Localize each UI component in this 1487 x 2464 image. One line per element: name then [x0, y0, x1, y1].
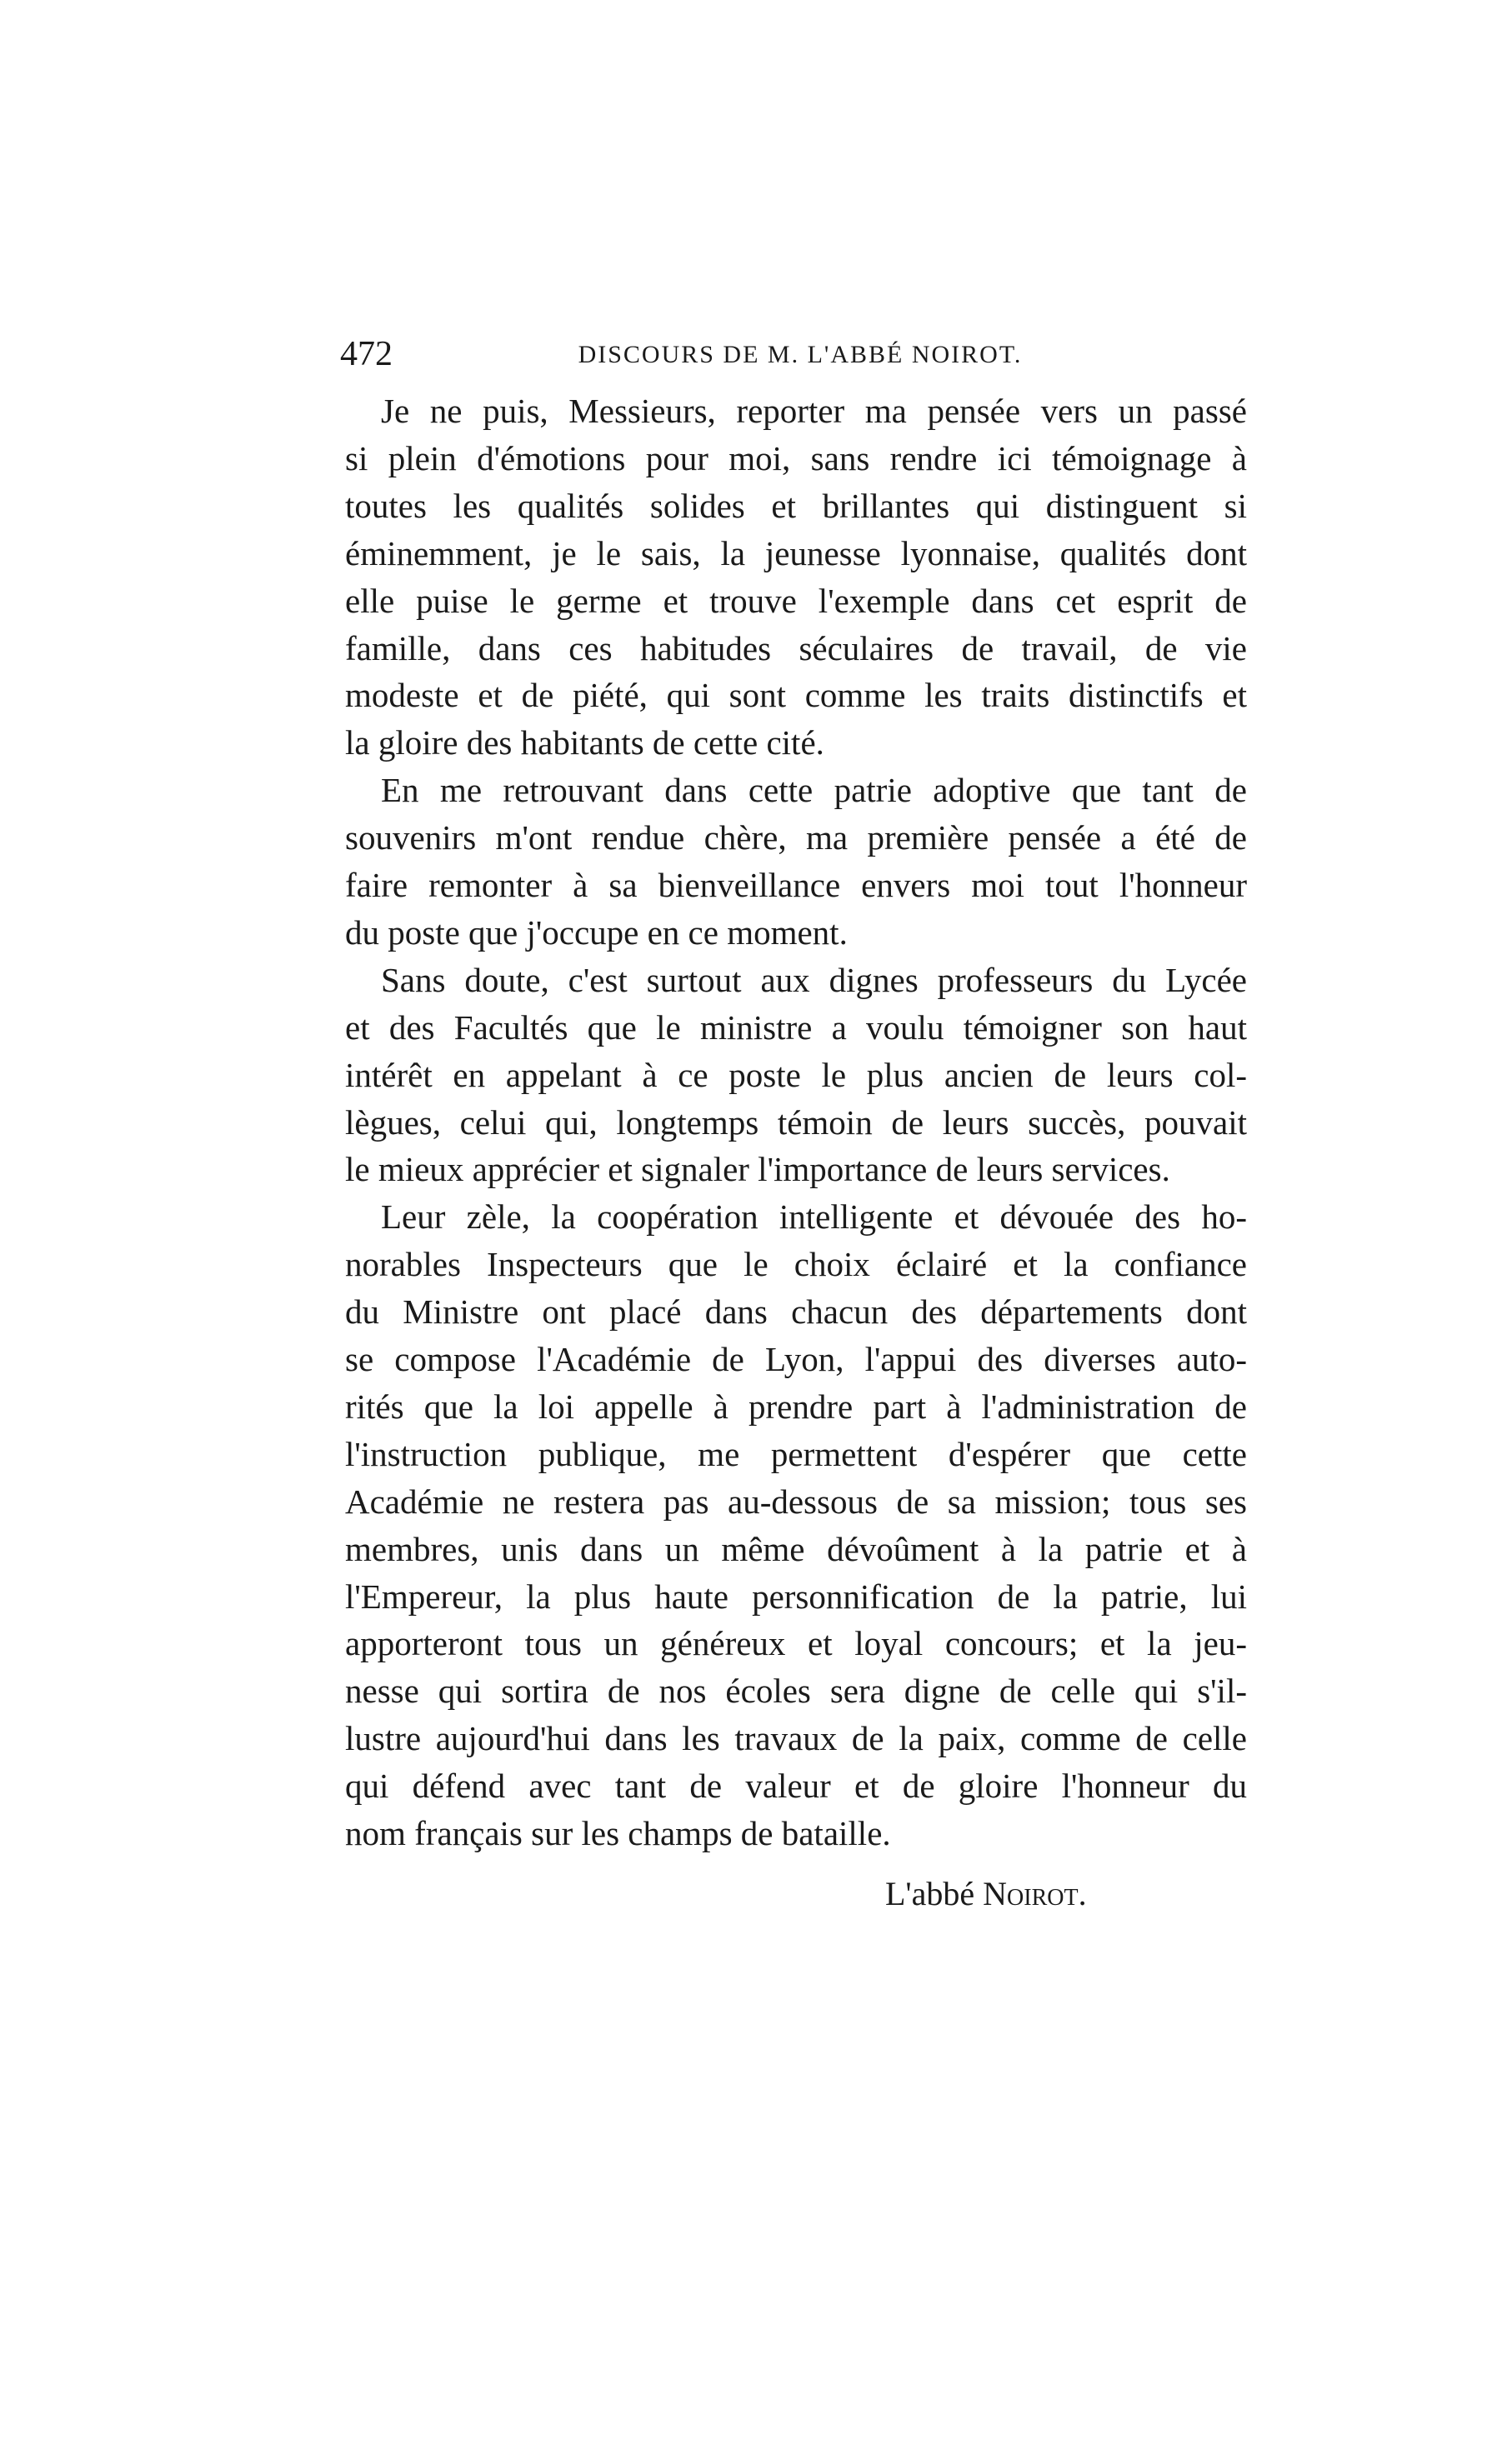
text-line: souvenirs m'ont rendue chère, ma première pensée a été de [345, 818, 1247, 857]
text-line: la gloire des habitants de cette cité. [345, 723, 824, 762]
signature-name: Noirot. [983, 1875, 1087, 1912]
text-line: membres, unis dans un même dévoûment à la patrie et à [345, 1529, 1247, 1568]
text-line: du poste que j'occupe en ce moment. [345, 912, 848, 952]
text-line: l'Empereur, la plus haute personnification de la patrie, lui [345, 1577, 1247, 1616]
text-line: faire remonter à sa bienveillance envers moi tout l'honneur [345, 866, 1247, 904]
text-line: toutes les qualités solides et brillantes qui distinguent si [345, 486, 1247, 525]
text-line: Leur zèle, la coopération intelligente et dévouée des ho- [381, 1197, 1247, 1237]
page-number: 472 [340, 335, 393, 373]
text-line: En me retrouvant dans cette patrie adoptive que tant de [381, 771, 1247, 810]
text-line: du Ministre ont placé dans chacun des départements dont [345, 1292, 1247, 1332]
text-line: nesse qui sortira de nos écoles sera digne de celle qui s'il- [345, 1672, 1247, 1711]
text-line: lègues, celui qui, longtemps témoin de leurs succès, pouvait [345, 1102, 1247, 1142]
text-line: elle puise le germe et trouve l'exemple dans cet esprit de [345, 581, 1247, 620]
text-line: et des Facultés que le ministre a voulu témoigner son haut [345, 1007, 1247, 1047]
text-line: Académie ne restera pas au-dessous de sa mission; tous ses [345, 1482, 1247, 1521]
signature [885, 1873, 1087, 1915]
text-line: norables Inspecteurs que le choix éclairé et la confiance [345, 1245, 1247, 1284]
text-line: nom français sur les champs de bataille. [345, 1814, 891, 1852]
text-line: se compose l'Académie de Lyon, l'appui des diverses auto- [345, 1340, 1247, 1378]
signature-prefix: L'abbé [885, 1875, 975, 1912]
text-line: si plein d'émotions pour moi, sans rendre ici témoignage à [345, 438, 1247, 477]
text-line: qui défend avec tant de valeur et de gloire l'honneur du [345, 1767, 1247, 1806]
text-line: éminemment, je le sais, la jeunesse lyonnaise, qualités dont [345, 533, 1247, 572]
text-line: modeste et de piété, qui sont comme les traits distinctifs et [345, 676, 1247, 715]
text-line: Je ne puis, Messieurs, reporter ma pensée vers un passé [381, 392, 1247, 430]
running-title: DISCOURS DE M. L'ABBÉ NOIROT. [578, 341, 1023, 368]
text-line: l'instruction publique, me permettent d'espérer que cette [345, 1434, 1247, 1473]
text-line: intérêt en appelant à ce poste le plus ancien de leurs col- [345, 1055, 1247, 1094]
text-line: rités que la loi appelle à prendre part à l'administration de [345, 1387, 1247, 1426]
text-line: le mieux apprécier et signaler l'importance de leurs services. [345, 1150, 1170, 1189]
text-line: Sans doute, c'est surtout aux dignes professeurs du Lycée [381, 960, 1247, 999]
text-line: famille, dans ces habitudes séculaires de travail, de vie [345, 628, 1247, 667]
text-line: apporteront tous un généreux et loyal concours; et la jeu- [345, 1624, 1247, 1663]
text-line: lustre aujourd'hui dans les travaux de la paix, comme de celle [345, 1719, 1247, 1758]
